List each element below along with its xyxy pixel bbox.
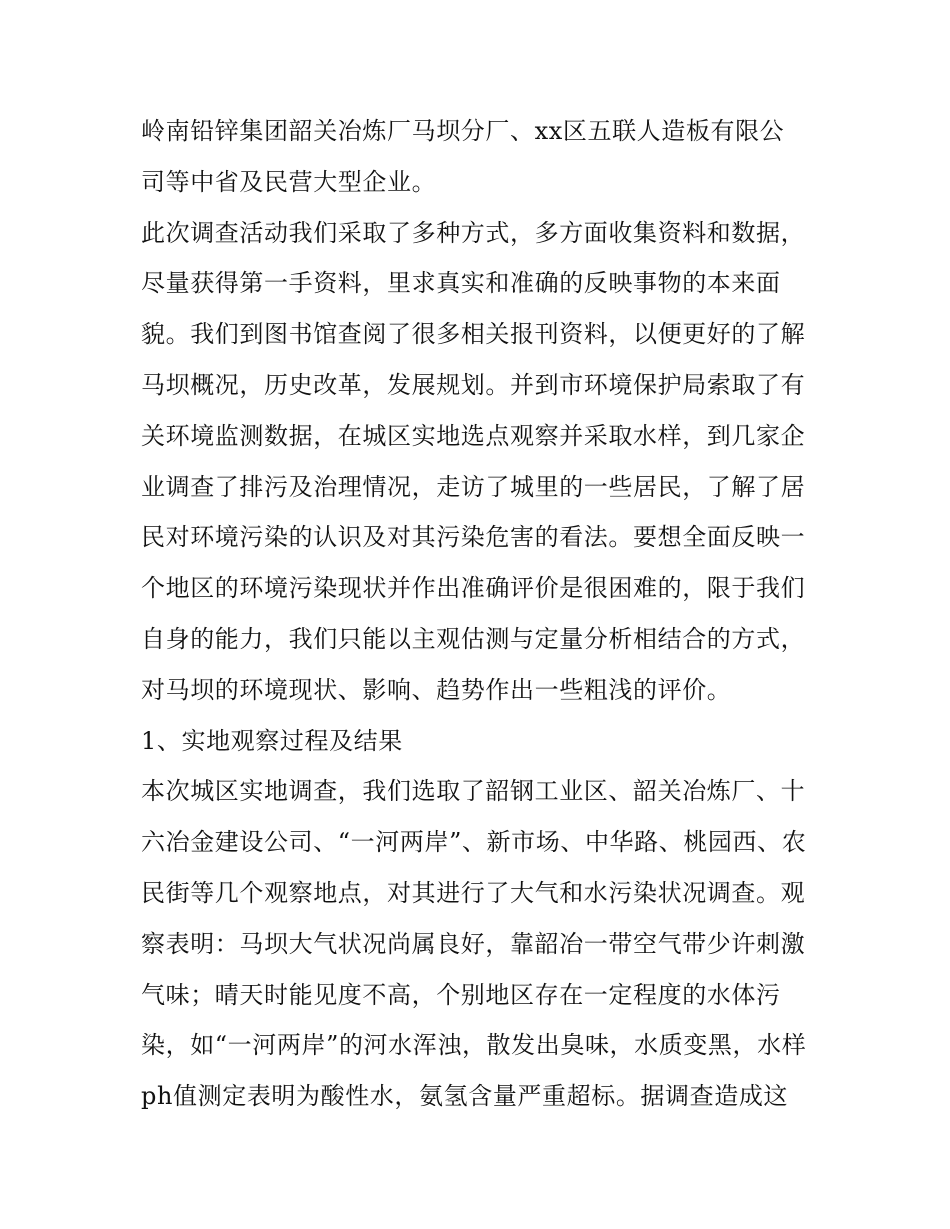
text-line: 染，如“一河两岸”的河水浑浊，散发出臭味，水质变黑，水样 <box>141 1031 807 1060</box>
text-line: 岭南铅锌集团韶关冶炼厂马坝分厂、xx区五联人造板有限公 <box>141 117 785 145</box>
text-line: 气味；晴天时能见度不高，个别地区存在一定程度的水体污 <box>141 980 781 1009</box>
text-line: 马坝概况，历史改革，发展规划。并到市环境保护局索取了有 <box>141 370 806 399</box>
text-line: 民街等几个观察地点，对其进行了大气和水污染状况调查。观 <box>141 878 806 907</box>
text-line: 六冶金建设公司、“一河两岸”、新市场、中华路、桃园西、农 <box>141 828 807 857</box>
text-line: 本次城区实地调查，我们选取了韶钢工业区、韶关冶炼厂、十 <box>141 777 806 806</box>
text-line: ph值测定表明为酸性水，氨氢含量严重超标。据调查造成这 <box>141 1082 789 1111</box>
text-line: 此次调查活动我们采取了多种方式，多方面收集资料和数据， <box>141 218 806 247</box>
text-line: 民对环境污染的认识及对其污染危害的看法。要想全面反映一 <box>141 523 806 552</box>
text-line: 察表明：马坝大气状况尚属良好，靠韶冶一带空气带少许刺激 <box>141 929 806 958</box>
text-line: 对马坝的环境现状、影响、趋势作出一些粗浅的评价。 <box>141 675 732 704</box>
text-line: 尽量获得第一手资料，里求真实和准确的反映事物的本来面 <box>141 269 781 298</box>
text-line: 司等中省及民营大型企业。 <box>141 167 437 196</box>
text-line: 业调查了排污及治理情况，走访了城里的一些居民，了解了居 <box>141 472 806 501</box>
section-heading: 1、实地观察过程及结果 <box>141 726 403 755</box>
text-line: 关环境监测数据，在城区实地选点观察并采取水样，到几家企 <box>141 421 806 450</box>
text-line: 貌。我们到图书馆查阅了很多相关报刊资料，以便更好的了解 <box>141 320 806 349</box>
text-line: 个地区的环境污染现状并作出准确评价是很困难的，限于我们 <box>141 574 806 603</box>
body-text <box>141 106 821 1122</box>
text-line: 自身的能力，我们只能以主观估测与定量分析相结合的方式， <box>141 624 806 653</box>
